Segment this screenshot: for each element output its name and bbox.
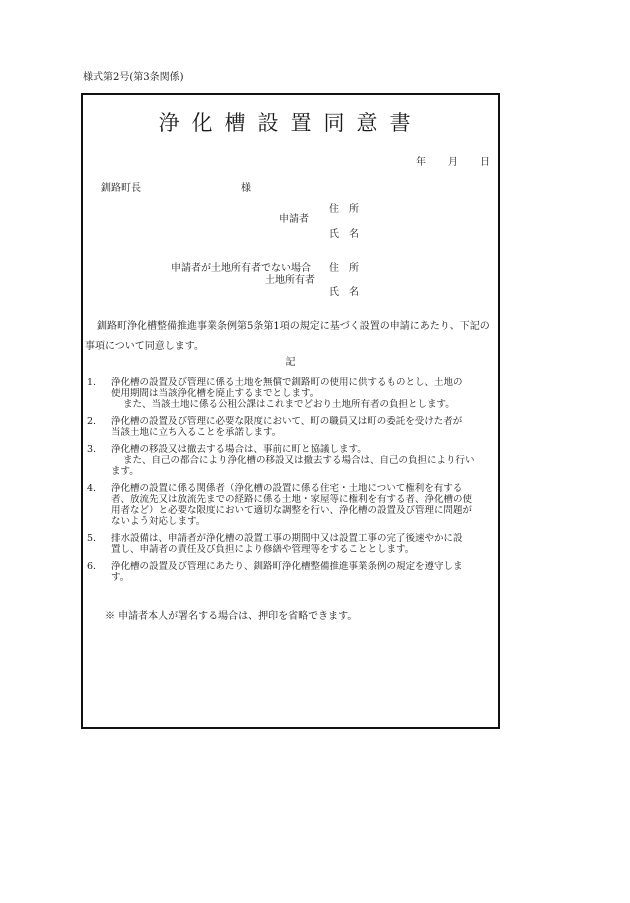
item-number: 5.	[87, 533, 97, 544]
consent-item-2	[87, 416, 499, 438]
consent-item-1	[87, 377, 499, 410]
item-line: また、当該土地に係る公租公課はこれまでどおり土地所有者の負担とします。	[123, 399, 455, 410]
document-title: 浄化槽設置同意書	[158, 111, 423, 135]
item-line: 浄化槽の設置及び管理に係る土地を無償で釧路町の使用に供するものとし、土地の	[111, 377, 463, 388]
form-number: 様式第2号(第3条関係)	[83, 72, 184, 83]
item-line: 者、放流先又は放流先までの経路に係る土地・家屋等に権利を有する者、浄化槽の使	[111, 494, 473, 505]
item-line: 浄化槽の設置に係る関係者（浄化槽の設置に係る住宅・土地について権利を有する	[111, 483, 463, 494]
landowner-name-label: 氏 名	[329, 287, 359, 298]
item-line: 当該土地に立ち入ることを承諾します。	[111, 427, 282, 438]
item-number: 3.	[87, 444, 97, 455]
date-line	[416, 153, 490, 168]
item-line: 使用期間は当該浄化槽を廃止するまでとします。	[111, 388, 320, 399]
intro-line-1: 釧路町浄化槽整備推進事業条例第5条第1項の規定に基づく設置の申請にあたり、下記の	[97, 321, 490, 332]
item-line: 浄化槽の設置及び管理に必要な限度において、町の職員又は町の委託を受けた者が	[111, 416, 463, 427]
item-number: 1.	[87, 377, 97, 388]
item-line: 浄化槽の移設又は撤去する場合は、事前に町と協議します。	[111, 444, 367, 455]
intro-line-2: 事項について同意します。	[85, 341, 204, 352]
addressee-honorific: 様	[241, 183, 251, 194]
item-line: 排水設備は、申請者が浄化槽の設置工事の期間中又は設置工事の完了後速やかに設	[111, 533, 463, 544]
consent-item-5	[87, 533, 499, 555]
intro-paragraph	[85, 317, 497, 357]
item-line: 浄化槽の設置及び管理にあたり、釧路町浄化槽整備推進事業条例の規定を遵守しま	[111, 561, 463, 572]
item-line: す。	[111, 572, 130, 583]
date-day: 日	[480, 157, 490, 168]
date-month: 月	[448, 157, 458, 168]
addressee-name: 釧路町長	[101, 183, 141, 194]
item-number: 2.	[87, 416, 97, 427]
item-line: ます。	[111, 466, 139, 477]
consent-items	[87, 377, 499, 589]
item-line: 用者など）と必要な限度において適切な調整を行い、浄化槽の設置及び管理に問題が	[111, 505, 473, 516]
item-line: 置し、申請者の責任及び負担により修繕や管理等をすることとします。	[111, 544, 415, 555]
consent-form-frame	[81, 93, 500, 729]
applicant-address-label: 住 所	[329, 204, 359, 215]
ki-heading: 記	[285, 357, 296, 368]
item-number: 6.	[87, 561, 97, 572]
applicant-name-label: 氏 名	[329, 229, 359, 240]
landowner-address-label: 住 所	[329, 263, 359, 274]
item-line: また、自己の都合により浄化槽の移設又は撤去する場合は、自己の負担により行い	[123, 455, 475, 466]
consent-item-4	[87, 483, 499, 527]
item-number: 4.	[87, 483, 97, 494]
signature-note: ※ 申請者本人が署名する場合は、押印を省略できます。	[105, 611, 358, 622]
item-line: ないよう対応します。	[111, 516, 206, 527]
applicant-label: 申請者	[279, 214, 309, 225]
consent-item-6	[87, 561, 499, 583]
landowner-condition-label: 申請者が土地所有者でない場合	[171, 263, 311, 274]
date-year: 年	[416, 157, 426, 168]
consent-item-3	[87, 444, 499, 477]
landowner-label: 土地所有者	[265, 275, 315, 286]
